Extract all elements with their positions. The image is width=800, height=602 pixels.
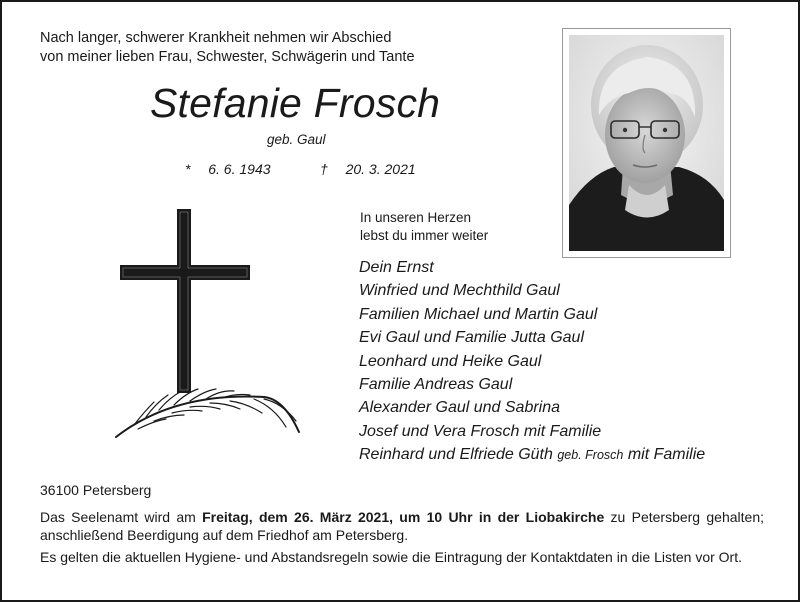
last-mourner-suffix: mit Familie: [627, 446, 706, 464]
intro-text: [40, 29, 415, 67]
service-paragraph: [40, 508, 764, 544]
list-item: Familie Andreas Gaul: [359, 376, 513, 394]
list-item: Josef und Vera Frosch mit Familie: [359, 422, 602, 440]
birth-date: 6. 6. 1943: [208, 161, 271, 177]
maiden-name: geb. Gaul: [267, 132, 326, 147]
death-date-line: [320, 161, 416, 177]
service-text-post: zu Petersberg gehalten; anschließend Beerdigung auf dem Friedhof am Petersberg.: [40, 509, 764, 543]
list-item: Alexander Gaul und Sabrina: [359, 399, 561, 417]
death-symbol: †: [320, 161, 328, 177]
list-item: Dein Ernst: [359, 259, 434, 276]
portrait-frame: [562, 28, 731, 258]
list-item: Evi Gaul und Familie Jutta Gaul: [359, 329, 584, 347]
list-item: [359, 443, 705, 467]
motto-line-2: lebst du immer weiter: [360, 227, 489, 243]
portrait-photo: [569, 35, 724, 251]
last-mourner-name: Reinhard und Elfriede Güth: [359, 446, 553, 464]
service-text-pre: Das Seelenamt wird am: [40, 509, 203, 525]
deceased-name: Stefanie Frosch: [150, 80, 441, 126]
intro-line-2: von meiner lieben Frau, Schwester, Schwägerin und Tante: [40, 49, 415, 65]
list-item: Leonhard und Heike Gaul: [359, 352, 542, 370]
death-date: 20. 3. 2021: [345, 161, 416, 177]
birth-date-line: [185, 161, 271, 177]
motto: [360, 209, 488, 244]
last-mourner-note: geb. Frosch: [557, 448, 624, 463]
list-item: Familien Michael und Martin Gaul: [359, 305, 598, 323]
service-text-bold: Freitag, dem 26. März 2021, um 10 Uhr in der Liobakirche: [202, 509, 605, 525]
cross-icon: [114, 207, 304, 452]
birth-symbol: *: [185, 161, 191, 177]
mourners-list: [359, 256, 705, 468]
motto-line-1: In unseren Herzen: [360, 210, 472, 225]
intro-line-1: Nach langer, schwerer Krankheit nehmen wir Abschied: [40, 30, 392, 46]
place-text: 36100 Petersberg: [40, 482, 152, 498]
rules-paragraph: Es gelten die aktuellen Hygiene- und Abstandsregeln sowie die Eintragung der Kontaktdaten in die Listen vor Ort.: [40, 549, 742, 565]
list-item: Winfried und Mechthild Gaul: [359, 282, 560, 300]
